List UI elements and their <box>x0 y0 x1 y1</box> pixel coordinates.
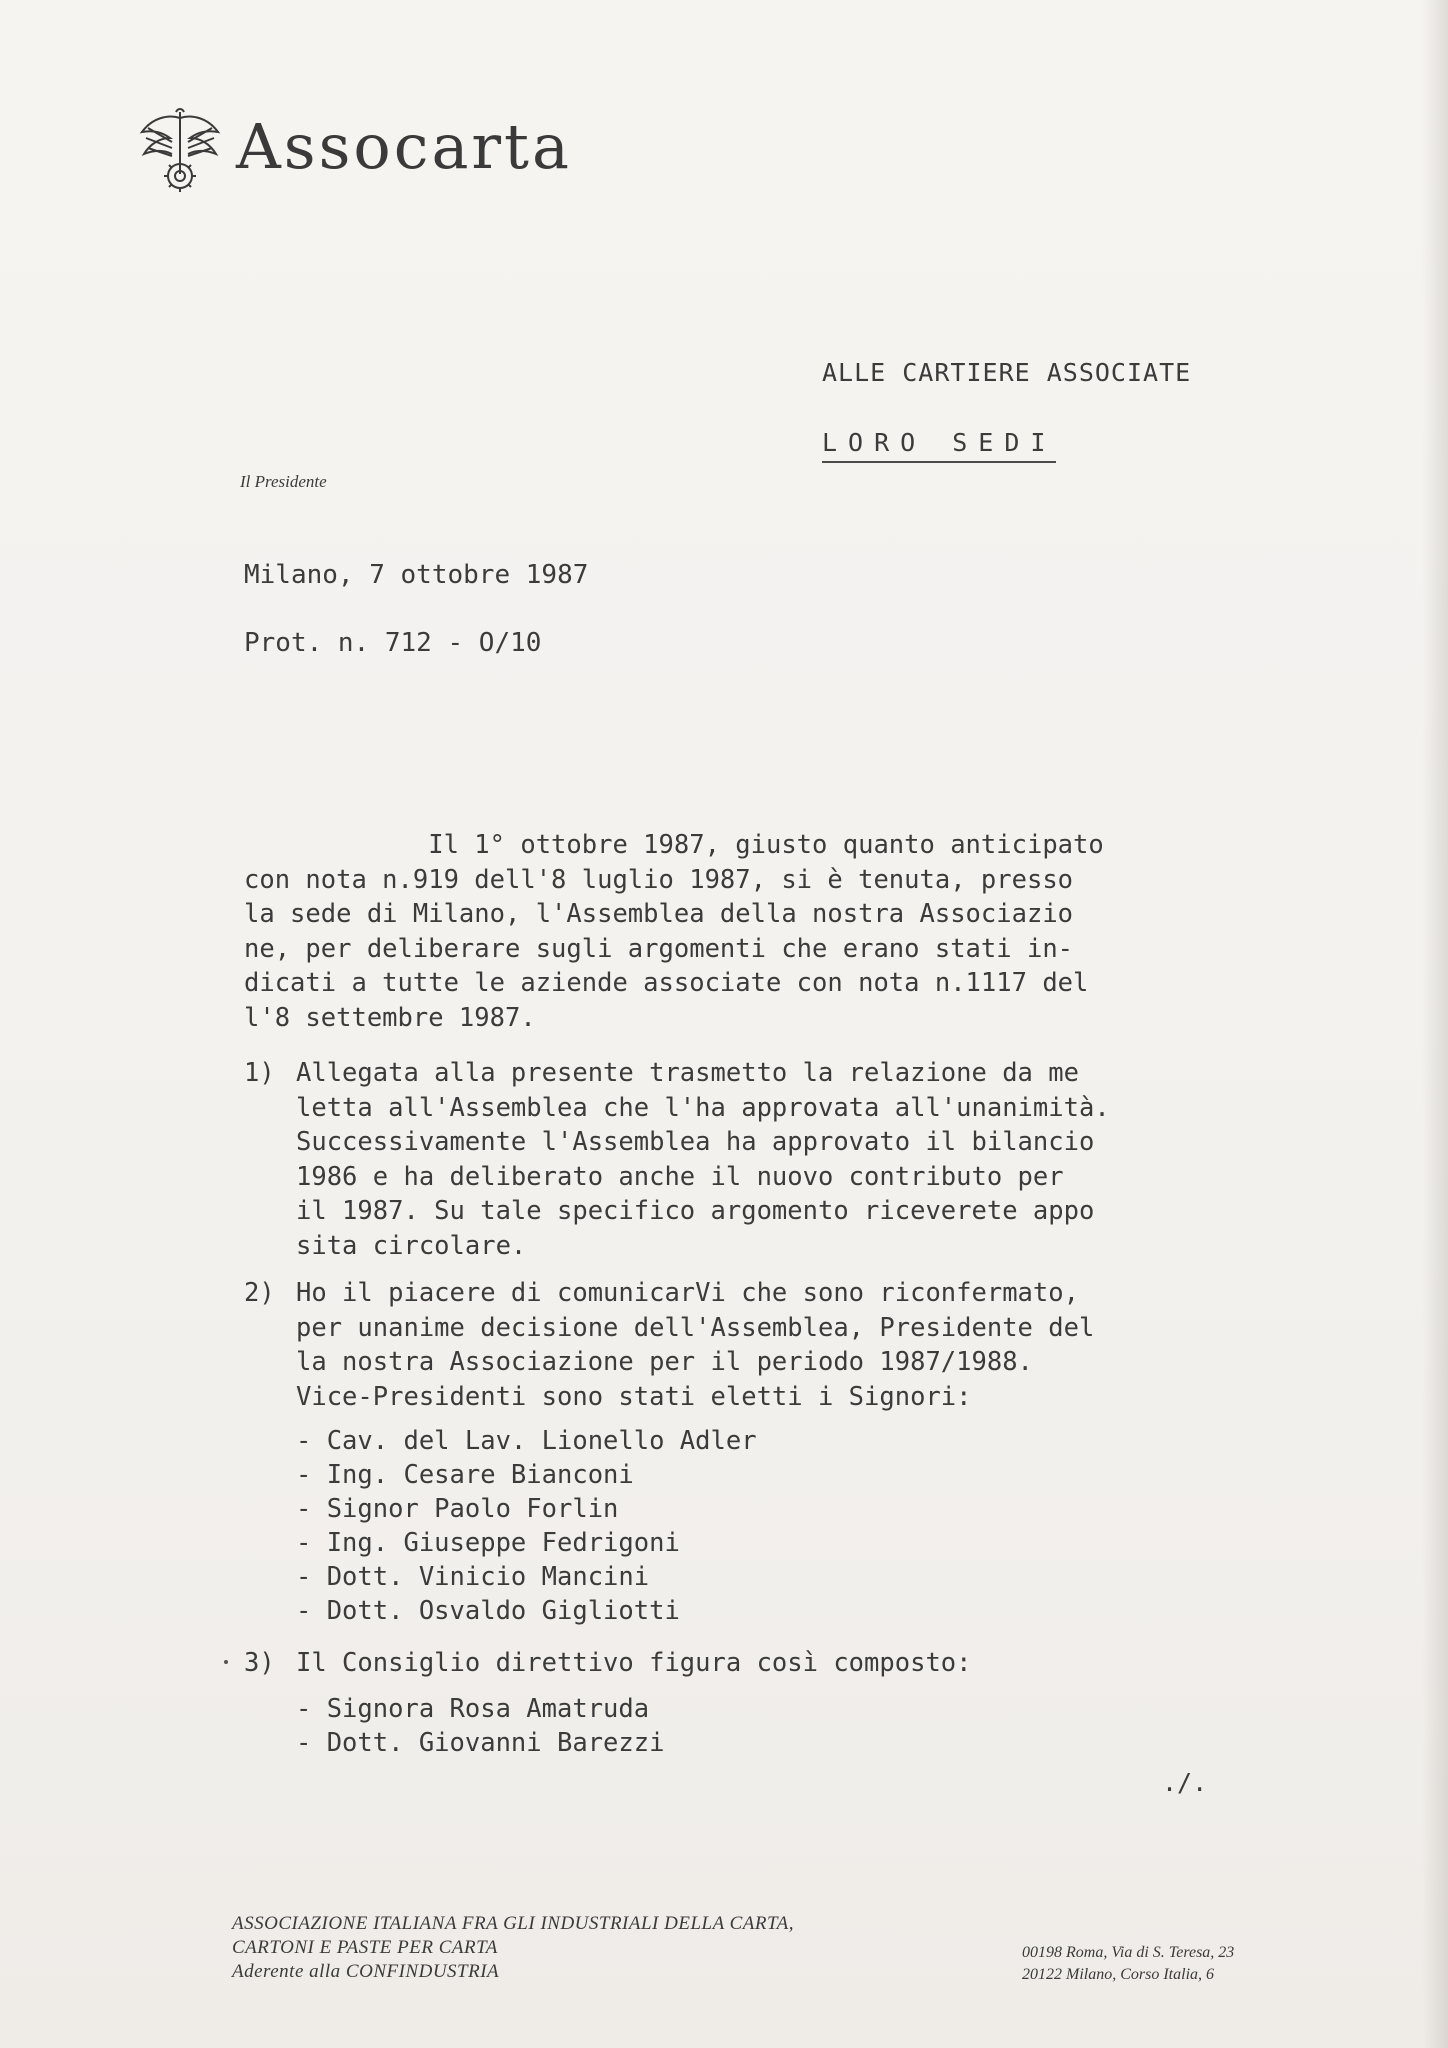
recipient-sedi: LORO SEDI <box>822 428 1056 463</box>
list-item: - Cav. del Lav. Lionello Adler <box>296 1426 757 1456</box>
text-line: l'8 settembre 1987. <box>244 1002 536 1033</box>
text-line: Allegata alla presente trasmetto la relazione da me <box>296 1058 1079 1088</box>
eagle-gear-emblem-icon <box>138 104 222 196</box>
list-item: - Dott. Osvaldo Gigliotti <box>296 1596 680 1626</box>
council-list <box>296 1692 664 1760</box>
list-item: - Dott. Giovanni Barezzi <box>296 1728 665 1758</box>
footer-line: ASSOCIAZIONE ITALIANA FRA GLI INDUSTRIALI DELLA CARTA, <box>232 1913 795 1934</box>
text-line: Il Consiglio direttivo figura così composto: <box>296 1648 972 1678</box>
item-text <box>296 1056 1110 1263</box>
footer-line: CARTONI E PASTE PER CARTA <box>232 1937 498 1958</box>
list-item: - Dott. Vinicio Mancini <box>296 1562 650 1592</box>
text-line: Il 1° ottobre 1987, giusto quanto anticipato <box>244 830 1104 860</box>
footer-address-line: 20122 Milano, Corso Italia, 6 <box>1022 1966 1215 1983</box>
text-line: 1986 e ha deliberato anche il nuovo contributo per <box>296 1161 1064 1192</box>
sender-role: Il Presidente <box>240 472 327 491</box>
item-number: 3) <box>244 1648 275 1678</box>
text-line: con nota n.919 dell'8 luglio 1987, si è tenuta, presso <box>244 864 1074 895</box>
item-text <box>296 1276 1094 1414</box>
text-line: per unanime decisione dell'Assemblea, Presidente del <box>296 1312 1095 1343</box>
continuation-mark: ./. <box>1162 1768 1208 1797</box>
list-item: - Signora Rosa Amatruda <box>296 1694 650 1724</box>
text-line: sita circolare. <box>296 1230 527 1261</box>
text-line: ne, per deliberare sugli argomenti che erano stati in- <box>244 933 1074 964</box>
list-item: - Ing. Giuseppe Fedrigoni <box>296 1528 680 1558</box>
vice-presidents-list <box>296 1424 757 1628</box>
text-line: Successivamente l'Assemblea ha approvato il bilancio <box>296 1127 1095 1157</box>
footer-address-line: 00198 Roma, Via di S. Teresa, 23 <box>1022 1944 1235 1961</box>
footer-addresses <box>1022 1942 1234 1986</box>
intro-paragraph <box>244 828 1104 1035</box>
text-line: la sede di Milano, l'Assemblea della nostra Associazio <box>244 899 1074 929</box>
letterhead <box>138 104 572 196</box>
item-text <box>296 1646 972 1681</box>
text-line: dicati a tutte le aziende associate con nota n.1117 del <box>244 968 1089 998</box>
footer-line: Aderente alla CONFINDUSTRIA <box>232 1961 500 1982</box>
recipient-line: ALLE CARTIERE ASSOCIATE <box>822 358 1192 387</box>
text-line: la nostra Associazione per il periodo 1987/1988. <box>296 1347 1033 1377</box>
text-line: il 1987. Su tale specifico argomento riceverete appo <box>296 1196 1095 1226</box>
item-number: 2) <box>244 1278 275 1308</box>
item-number: 1) <box>244 1058 275 1088</box>
text-line: Ho il piacere di comunicarVi che sono riconfermato, <box>296 1278 1079 1308</box>
list-item: - Ing. Cesare Bianconi <box>296 1460 634 1490</box>
list-item: - Signor Paolo Forlin <box>296 1494 619 1524</box>
date-line: Milano, 7 ottobre 1987 <box>244 560 589 590</box>
protocol-number: Prot. n. 712 - O/10 <box>244 628 542 658</box>
text-line: Vice-Presidenti sono stati eletti i Signori: <box>296 1381 972 1412</box>
footer-association <box>232 1912 794 1984</box>
org-name: Assocarta <box>236 109 572 183</box>
text-line: letta all'Assemblea che l'ha approvata all'unanimità. <box>296 1092 1110 1123</box>
page-edge-shadow <box>1422 0 1448 2048</box>
margin-dot <box>224 1660 228 1664</box>
